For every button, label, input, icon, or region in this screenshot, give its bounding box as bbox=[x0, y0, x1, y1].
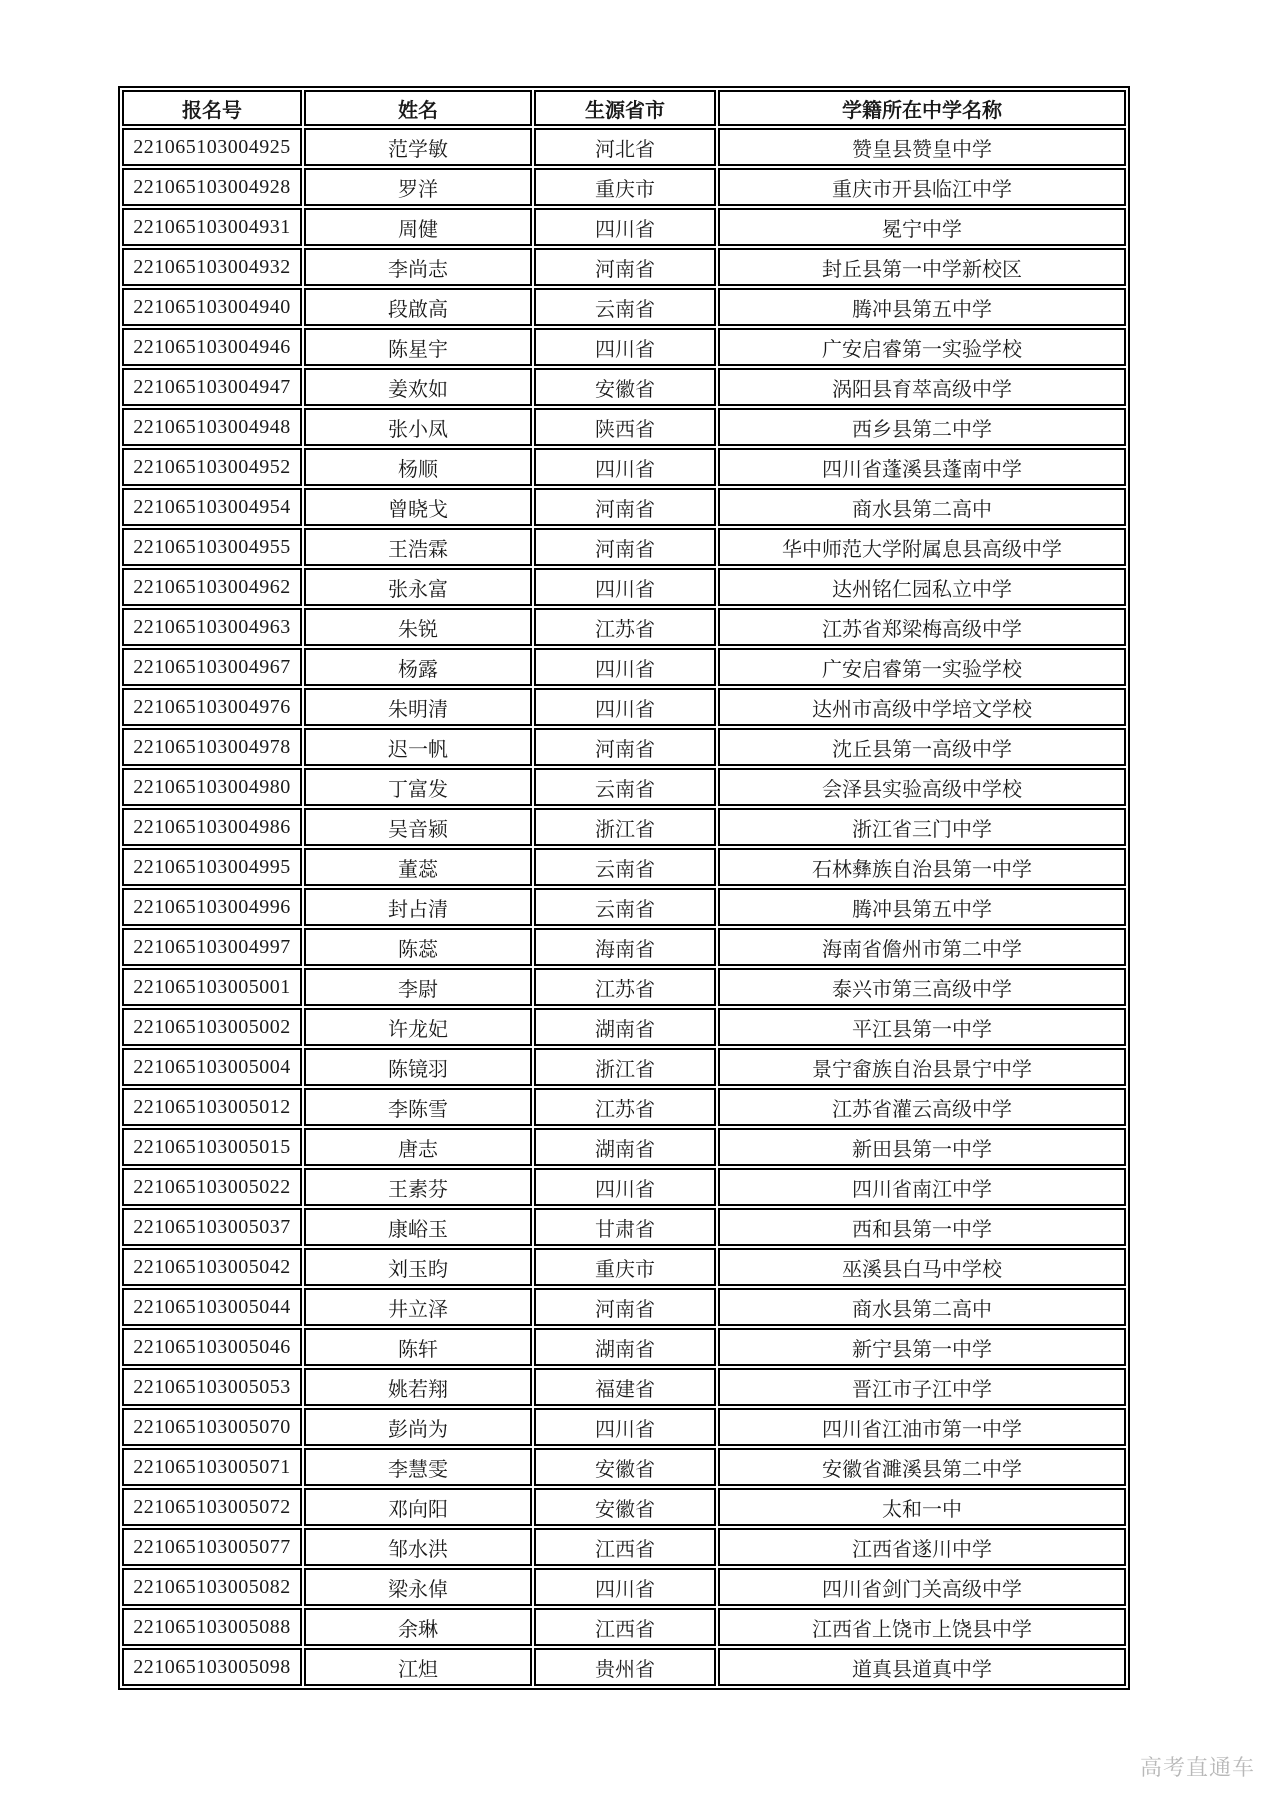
registration-number-cell: 221065103004952 bbox=[122, 448, 302, 486]
student-name-cell: 丁富发 bbox=[304, 768, 532, 806]
table-row bbox=[122, 1328, 1126, 1366]
registration-number-cell: 221065103004963 bbox=[122, 608, 302, 646]
table-row bbox=[122, 328, 1126, 366]
student-name-cell: 陈蕊 bbox=[304, 928, 532, 966]
student-name-cell: 康峪玉 bbox=[304, 1208, 532, 1246]
province-cell: 四川省 bbox=[534, 1408, 716, 1446]
province-cell: 湖南省 bbox=[534, 1128, 716, 1166]
province-cell: 安徽省 bbox=[534, 1448, 716, 1486]
school-name-cell: 平江县第一中学 bbox=[718, 1008, 1126, 1046]
table-row bbox=[122, 728, 1126, 766]
table-row bbox=[122, 808, 1126, 846]
school-name-cell: 新宁县第一中学 bbox=[718, 1328, 1126, 1366]
registration-number-cell: 221065103004954 bbox=[122, 488, 302, 526]
registration-number-cell: 221065103004928 bbox=[122, 168, 302, 206]
table-row bbox=[122, 768, 1126, 806]
student-name-cell: 姜欢如 bbox=[304, 368, 532, 406]
student-name-cell: 曾晓戈 bbox=[304, 488, 532, 526]
registration-number-cell: 221065103004986 bbox=[122, 808, 302, 846]
school-name-cell: 四川省剑门关高级中学 bbox=[718, 1568, 1126, 1606]
table-row bbox=[122, 208, 1126, 246]
school-name-cell: 海南省儋州市第二中学 bbox=[718, 928, 1126, 966]
province-cell: 安徽省 bbox=[534, 368, 716, 406]
registration-number-cell: 221065103004995 bbox=[122, 848, 302, 886]
table-row bbox=[122, 928, 1126, 966]
registration-number-cell: 221065103004932 bbox=[122, 248, 302, 286]
province-cell: 重庆市 bbox=[534, 168, 716, 206]
province-cell: 江苏省 bbox=[534, 608, 716, 646]
column-header-name: 姓名 bbox=[304, 90, 532, 126]
student-name-cell: 周健 bbox=[304, 208, 532, 246]
province-cell: 河北省 bbox=[534, 128, 716, 166]
student-name-cell: 杨顺 bbox=[304, 448, 532, 486]
province-cell: 海南省 bbox=[534, 928, 716, 966]
province-cell: 甘肃省 bbox=[534, 1208, 716, 1246]
registration-number-cell: 221065103005015 bbox=[122, 1128, 302, 1166]
table-row bbox=[122, 488, 1126, 526]
registration-number-cell: 221065103004925 bbox=[122, 128, 302, 166]
table-row bbox=[122, 1368, 1126, 1406]
province-cell: 贵州省 bbox=[534, 1648, 716, 1686]
student-roster-table bbox=[118, 86, 1130, 1690]
student-name-cell: 邹水洪 bbox=[304, 1528, 532, 1566]
watermark-text: 高考直通车 bbox=[1139, 1755, 1255, 1780]
table-row bbox=[122, 848, 1126, 886]
table-row bbox=[122, 608, 1126, 646]
student-name-cell: 许龙妃 bbox=[304, 1008, 532, 1046]
registration-number-cell: 221065103004940 bbox=[122, 288, 302, 326]
student-name-cell: 刘玉昀 bbox=[304, 1248, 532, 1286]
province-cell: 江西省 bbox=[534, 1608, 716, 1646]
table-row bbox=[122, 1408, 1126, 1446]
province-cell: 云南省 bbox=[534, 768, 716, 806]
student-name-cell: 梁永倬 bbox=[304, 1568, 532, 1606]
school-name-cell: 华中师范大学附属息县高级中学 bbox=[718, 528, 1126, 566]
school-name-cell: 赞皇县赞皇中学 bbox=[718, 128, 1126, 166]
province-cell: 河南省 bbox=[534, 528, 716, 566]
table-row bbox=[122, 248, 1126, 286]
registration-number-cell: 221065103005022 bbox=[122, 1168, 302, 1206]
table-row bbox=[122, 1448, 1126, 1486]
school-name-cell: 四川省蓬溪县蓬南中学 bbox=[718, 448, 1126, 486]
student-name-cell: 封占清 bbox=[304, 888, 532, 926]
registration-number-cell: 221065103005071 bbox=[122, 1448, 302, 1486]
registration-number-cell: 221065103004947 bbox=[122, 368, 302, 406]
school-name-cell: 沈丘县第一高级中学 bbox=[718, 728, 1126, 766]
school-name-cell: 商水县第二高中 bbox=[718, 488, 1126, 526]
table-row bbox=[122, 568, 1126, 606]
registration-number-cell: 221065103004946 bbox=[122, 328, 302, 366]
province-cell: 福建省 bbox=[534, 1368, 716, 1406]
registration-number-cell: 221065103004955 bbox=[122, 528, 302, 566]
school-name-cell: 晋江市子江中学 bbox=[718, 1368, 1126, 1406]
student-name-cell: 陈镜羽 bbox=[304, 1048, 532, 1086]
school-name-cell: 达州市高级中学培文学校 bbox=[718, 688, 1126, 726]
student-name-cell: 余琳 bbox=[304, 1608, 532, 1646]
registration-number-cell: 221065103004967 bbox=[122, 648, 302, 686]
student-name-cell: 江炟 bbox=[304, 1648, 532, 1686]
province-cell: 江苏省 bbox=[534, 968, 716, 1006]
table-body bbox=[122, 128, 1126, 1686]
school-name-cell: 新田县第一中学 bbox=[718, 1128, 1126, 1166]
student-name-cell: 李陈雪 bbox=[304, 1088, 532, 1126]
school-name-cell: 浙江省三门中学 bbox=[718, 808, 1126, 846]
registration-number-cell: 221065103005072 bbox=[122, 1488, 302, 1526]
province-cell: 江苏省 bbox=[534, 1088, 716, 1126]
student-name-cell: 罗洋 bbox=[304, 168, 532, 206]
registration-number-cell: 221065103005077 bbox=[122, 1528, 302, 1566]
school-name-cell: 巫溪县白马中学校 bbox=[718, 1248, 1126, 1286]
student-name-cell: 朱明清 bbox=[304, 688, 532, 726]
student-name-cell: 段啟高 bbox=[304, 288, 532, 326]
column-header-school: 学籍所在中学名称 bbox=[718, 90, 1126, 126]
province-cell: 重庆市 bbox=[534, 1248, 716, 1286]
student-name-cell: 杨露 bbox=[304, 648, 532, 686]
school-name-cell: 四川省南江中学 bbox=[718, 1168, 1126, 1206]
registration-number-cell: 221065103004980 bbox=[122, 768, 302, 806]
province-cell: 四川省 bbox=[534, 648, 716, 686]
student-name-cell: 陈星宇 bbox=[304, 328, 532, 366]
student-name-cell: 迟一帆 bbox=[304, 728, 532, 766]
table-row bbox=[122, 1048, 1126, 1086]
province-cell: 四川省 bbox=[534, 568, 716, 606]
table-row bbox=[122, 1608, 1126, 1646]
registration-number-cell: 221065103004948 bbox=[122, 408, 302, 446]
header-row bbox=[122, 90, 1126, 126]
student-name-cell: 张小凤 bbox=[304, 408, 532, 446]
province-cell: 浙江省 bbox=[534, 808, 716, 846]
province-cell: 四川省 bbox=[534, 1568, 716, 1606]
student-name-cell: 范学敏 bbox=[304, 128, 532, 166]
column-header-province: 生源省市 bbox=[534, 90, 716, 126]
province-cell: 陕西省 bbox=[534, 408, 716, 446]
registration-number-cell: 221065103005037 bbox=[122, 1208, 302, 1246]
student-name-cell: 王素芬 bbox=[304, 1168, 532, 1206]
table-row bbox=[122, 448, 1126, 486]
school-name-cell: 道真县道真中学 bbox=[718, 1648, 1126, 1686]
school-name-cell: 景宁畲族自治县景宁中学 bbox=[718, 1048, 1126, 1086]
province-cell: 浙江省 bbox=[534, 1048, 716, 1086]
school-name-cell: 江西省遂川中学 bbox=[718, 1528, 1126, 1566]
registration-number-cell: 221065103004962 bbox=[122, 568, 302, 606]
table-row bbox=[122, 1128, 1126, 1166]
table-header bbox=[122, 90, 1126, 126]
registration-number-cell: 221065103005002 bbox=[122, 1008, 302, 1046]
school-name-cell: 安徽省濉溪县第二中学 bbox=[718, 1448, 1126, 1486]
registration-number-cell: 221065103004997 bbox=[122, 928, 302, 966]
table-row bbox=[122, 1568, 1126, 1606]
student-name-cell: 唐志 bbox=[304, 1128, 532, 1166]
province-cell: 四川省 bbox=[534, 688, 716, 726]
registration-number-cell: 221065103005042 bbox=[122, 1248, 302, 1286]
school-name-cell: 达州铭仁园私立中学 bbox=[718, 568, 1126, 606]
registration-number-cell: 221065103005053 bbox=[122, 1368, 302, 1406]
school-name-cell: 涡阳县育萃高级中学 bbox=[718, 368, 1126, 406]
province-cell: 湖南省 bbox=[534, 1008, 716, 1046]
registration-number-cell: 221065103005004 bbox=[122, 1048, 302, 1086]
table-row bbox=[122, 1648, 1126, 1686]
school-name-cell: 四川省江油市第一中学 bbox=[718, 1408, 1126, 1446]
school-name-cell: 冕宁中学 bbox=[718, 208, 1126, 246]
student-name-cell: 王浩霖 bbox=[304, 528, 532, 566]
school-name-cell: 西乡县第二中学 bbox=[718, 408, 1126, 446]
registration-number-cell: 221065103005088 bbox=[122, 1608, 302, 1646]
registration-number-cell: 221065103005001 bbox=[122, 968, 302, 1006]
table-row bbox=[122, 128, 1126, 166]
table-row bbox=[122, 968, 1126, 1006]
table-row bbox=[122, 688, 1126, 726]
province-cell: 河南省 bbox=[534, 1288, 716, 1326]
province-cell: 四川省 bbox=[534, 1168, 716, 1206]
student-name-cell: 姚若翔 bbox=[304, 1368, 532, 1406]
table-row bbox=[122, 1488, 1126, 1526]
roster-table-container bbox=[118, 86, 1130, 1690]
table-row bbox=[122, 648, 1126, 686]
province-cell: 江西省 bbox=[534, 1528, 716, 1566]
school-name-cell: 广安启睿第一实验学校 bbox=[718, 328, 1126, 366]
registration-number-cell: 221065103005098 bbox=[122, 1648, 302, 1686]
student-name-cell: 李尉 bbox=[304, 968, 532, 1006]
registration-number-cell: 221065103004996 bbox=[122, 888, 302, 926]
school-name-cell: 广安启睿第一实验学校 bbox=[718, 648, 1126, 686]
school-name-cell: 江苏省灌云高级中学 bbox=[718, 1088, 1126, 1126]
registration-number-cell: 221065103005046 bbox=[122, 1328, 302, 1366]
province-cell: 云南省 bbox=[534, 888, 716, 926]
school-name-cell: 封丘县第一中学新校区 bbox=[718, 248, 1126, 286]
student-name-cell: 陈轩 bbox=[304, 1328, 532, 1366]
school-name-cell: 商水县第二高中 bbox=[718, 1288, 1126, 1326]
registration-number-cell: 221065103005082 bbox=[122, 1568, 302, 1606]
student-name-cell: 朱锐 bbox=[304, 608, 532, 646]
province-cell: 四川省 bbox=[534, 448, 716, 486]
province-cell: 河南省 bbox=[534, 728, 716, 766]
registration-number-cell: 221065103004976 bbox=[122, 688, 302, 726]
student-name-cell: 邓向阳 bbox=[304, 1488, 532, 1526]
table-row bbox=[122, 1528, 1126, 1566]
table-row bbox=[122, 1208, 1126, 1246]
school-name-cell: 泰兴市第三高级中学 bbox=[718, 968, 1126, 1006]
province-cell: 湖南省 bbox=[534, 1328, 716, 1366]
student-name-cell: 董蕊 bbox=[304, 848, 532, 886]
school-name-cell: 太和一中 bbox=[718, 1488, 1126, 1526]
table-row bbox=[122, 1288, 1126, 1326]
student-name-cell: 彭尚为 bbox=[304, 1408, 532, 1446]
student-name-cell: 李尚志 bbox=[304, 248, 532, 286]
school-name-cell: 腾冲县第五中学 bbox=[718, 288, 1126, 326]
table-row bbox=[122, 408, 1126, 446]
registration-number-cell: 221065103004978 bbox=[122, 728, 302, 766]
table-row bbox=[122, 1168, 1126, 1206]
province-cell: 云南省 bbox=[534, 848, 716, 886]
province-cell: 四川省 bbox=[534, 328, 716, 366]
table-row bbox=[122, 288, 1126, 326]
registration-number-cell: 221065103005012 bbox=[122, 1088, 302, 1126]
table-row bbox=[122, 528, 1126, 566]
school-name-cell: 江苏省郑梁梅高级中学 bbox=[718, 608, 1126, 646]
province-cell: 云南省 bbox=[534, 288, 716, 326]
school-name-cell: 腾冲县第五中学 bbox=[718, 888, 1126, 926]
province-cell: 安徽省 bbox=[534, 1488, 716, 1526]
table-row bbox=[122, 888, 1126, 926]
school-name-cell: 西和县第一中学 bbox=[718, 1208, 1126, 1246]
province-cell: 四川省 bbox=[534, 208, 716, 246]
registration-number-cell: 221065103005044 bbox=[122, 1288, 302, 1326]
school-name-cell: 江西省上饶市上饶县中学 bbox=[718, 1608, 1126, 1646]
table-row bbox=[122, 1088, 1126, 1126]
registration-number-cell: 221065103005070 bbox=[122, 1408, 302, 1446]
student-name-cell: 李慧雯 bbox=[304, 1448, 532, 1486]
table-row bbox=[122, 168, 1126, 206]
student-name-cell: 张永富 bbox=[304, 568, 532, 606]
student-name-cell: 井立泽 bbox=[304, 1288, 532, 1326]
table-row bbox=[122, 1008, 1126, 1046]
province-cell: 河南省 bbox=[534, 488, 716, 526]
school-name-cell: 石林彝族自治县第一中学 bbox=[718, 848, 1126, 886]
column-header-registration-no: 报名号 bbox=[122, 90, 302, 126]
table-row bbox=[122, 1248, 1126, 1286]
table-row bbox=[122, 368, 1126, 406]
registration-number-cell: 221065103004931 bbox=[122, 208, 302, 246]
school-name-cell: 重庆市开县临江中学 bbox=[718, 168, 1126, 206]
school-name-cell: 会泽县实验高级中学校 bbox=[718, 768, 1126, 806]
province-cell: 河南省 bbox=[534, 248, 716, 286]
student-name-cell: 吴音颍 bbox=[304, 808, 532, 846]
